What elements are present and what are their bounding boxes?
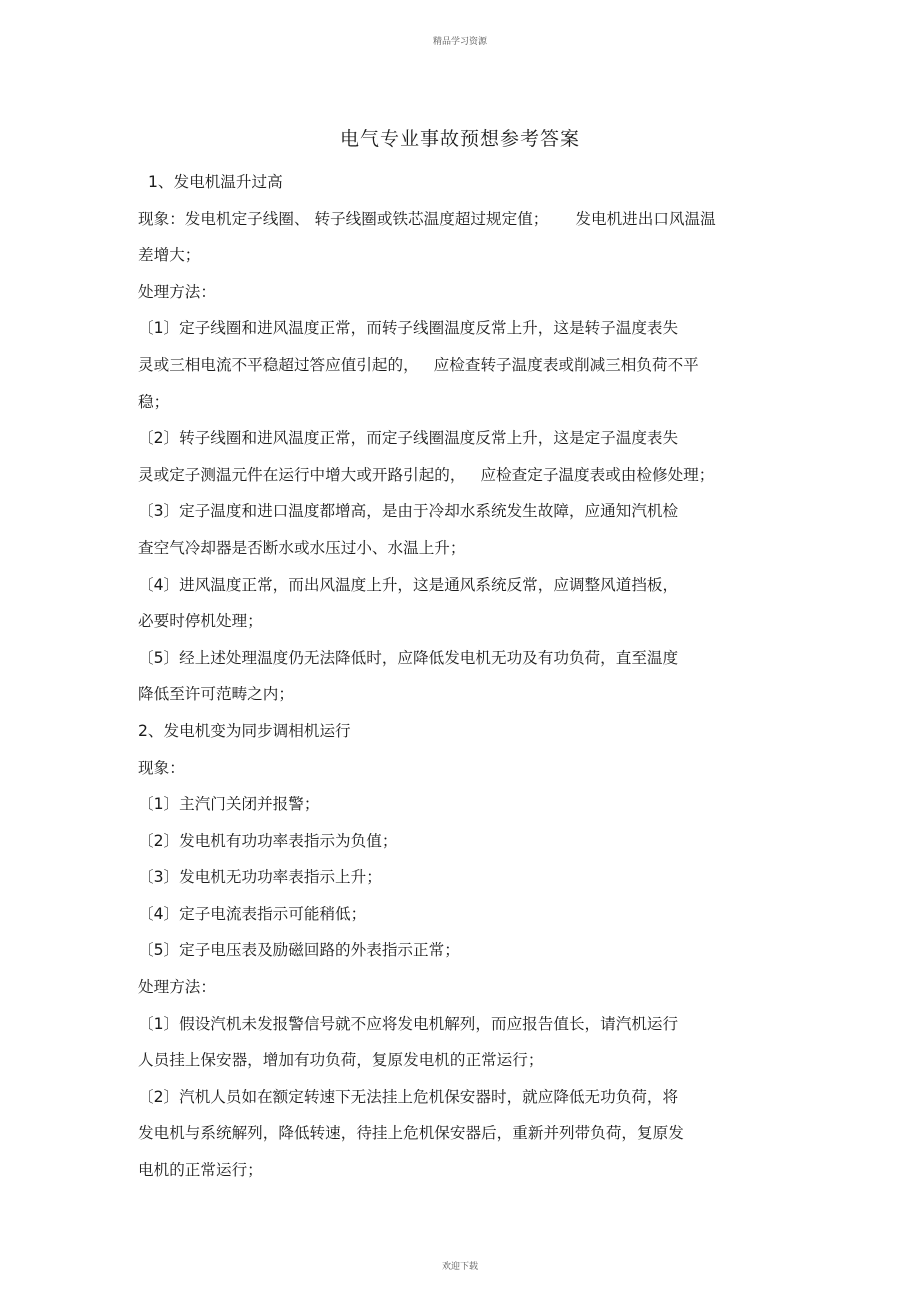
subheading: 处理方法： bbox=[138, 282, 216, 301]
text-segment: 灵或三相电流不平稳超过答应值引起的， bbox=[138, 355, 419, 374]
paragraph-line: 〔2〕汽机人员如在额定转速下无法挂上危机保安器时，就应降低无功负荷，将 bbox=[138, 1087, 679, 1106]
document-title: 电气专业事故预想参考答案 bbox=[339, 128, 580, 150]
subheading: 现象： bbox=[138, 758, 185, 777]
text-segment: 发电机进出口风温温 bbox=[575, 209, 716, 228]
paragraph-line: 〔1〕定子线圈和进风温度正常，而转子线圈温度反常上升，这是转子温度表失 bbox=[138, 319, 679, 338]
section-heading-2: 2、发电机变为同步调相机运行 bbox=[138, 721, 351, 740]
paragraph-line: 〔3〕定子温度和进口温度都增高，是由于冷却水系统发生故障，应通知汽机检 bbox=[138, 502, 679, 521]
document-body bbox=[138, 164, 783, 1189]
paragraph-line: 稳； bbox=[138, 392, 170, 411]
text-segment: 灵或定子测温元件在运行中增大或开路引起的， bbox=[138, 465, 466, 484]
paragraph-line: 〔2〕发电机有功功率表指示为负值； bbox=[138, 831, 398, 850]
paragraph-line: 查空气冷却器是否断水或水压过小、水温上升； bbox=[138, 538, 466, 557]
paragraph-line: 必要时停机处理； bbox=[138, 612, 263, 631]
paragraph-line: 〔1〕主汽门关闭并报警； bbox=[138, 795, 320, 814]
paragraph-line: 〔2〕转子线圈和进风温度正常，而定子线圈温度反常上升，这是定子温度表失 bbox=[138, 429, 679, 448]
paragraph-line: 降低至许可范畴之内； bbox=[138, 685, 294, 704]
paragraph-line: 〔4〕进风温度正常，而出风温度上升，这是通风系统反常，应调整风道挡板， bbox=[138, 575, 679, 594]
paragraph-line: 差增大； bbox=[138, 246, 201, 265]
paragraph-line: 发电机与系统解列，降低转速，待挂上危机保安器后，重新并列带负荷，复原发 bbox=[138, 1124, 684, 1143]
paragraph-line bbox=[138, 201, 783, 238]
text-segment: 现象：发电机定子线圈、 转子线圈或铁芯温度超过规定值； bbox=[138, 209, 549, 228]
paragraph-line bbox=[138, 347, 783, 384]
paragraph-line: 〔5〕定子电压表及励磁回路的外表指示正常； bbox=[138, 941, 460, 960]
paragraph-line: 〔4〕定子电流表指示可能稍低； bbox=[138, 904, 367, 923]
paragraph-line: 电机的正常运行； bbox=[138, 1161, 263, 1180]
paragraph-line: 人员挂上保安器，增加有功负荷，复原发电机的正常运行； bbox=[138, 1051, 544, 1070]
subheading: 处理方法： bbox=[138, 978, 216, 997]
text-segment: 应检查转子温度表或削减三相负荷不平 bbox=[433, 355, 699, 374]
paragraph-line: 〔1〕假设汽机未发报警信号就不应将发电机解列，而应报告值长，请汽机运行 bbox=[138, 1014, 679, 1033]
paragraph-line bbox=[138, 457, 783, 494]
paragraph-line: 〔3〕发电机无功功率表指示上升； bbox=[138, 868, 382, 887]
page-header-note: 精品学习资源 bbox=[432, 37, 487, 47]
section-heading-1: 1、发电机温升过高 bbox=[148, 173, 283, 191]
page-footer-note: 欢迎下载 bbox=[441, 1262, 478, 1272]
text-segment: 应检查定子温度表或由检修处理； bbox=[480, 465, 715, 484]
paragraph-line: 〔5〕经上述处理温度仍无法降低时，应降低发电机无功及有功负荷，直至温度 bbox=[138, 648, 679, 667]
